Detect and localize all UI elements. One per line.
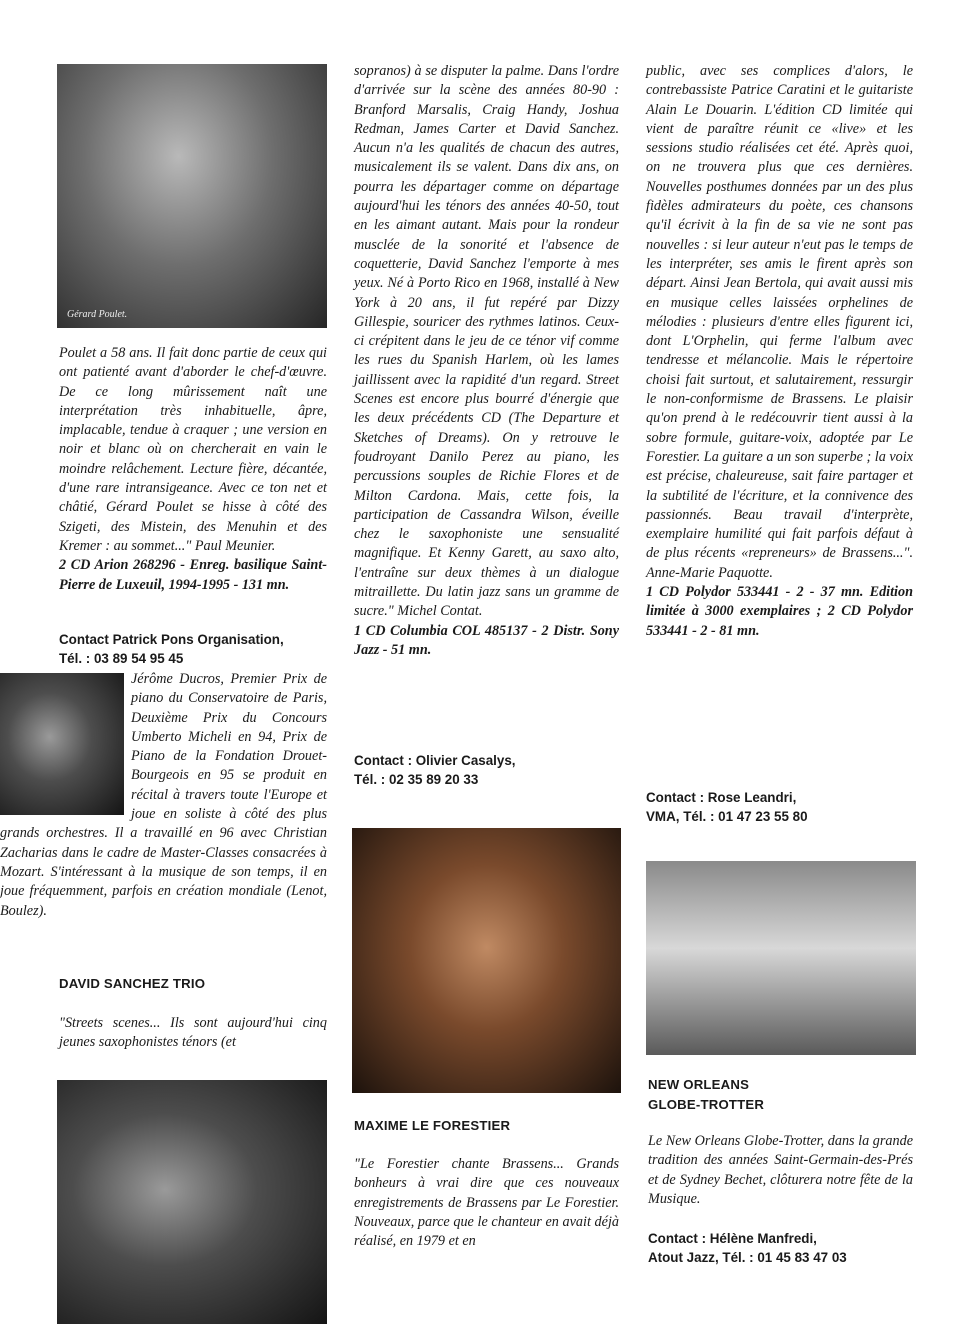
- photo-caption: Gérard Poulet.: [67, 309, 128, 320]
- new-orleans-contact: [648, 1229, 923, 1268]
- poulet-review: [59, 344, 327, 595]
- new-orleans-globe-trotter-photo: [646, 861, 916, 1055]
- sanchez-contact: [354, 751, 624, 790]
- gerard-poulet-photo: [57, 64, 327, 328]
- sanchez-review-text: sopranos) à se disputer la palme. Dans l'ordre d'arrivée sur la scène des années 80-90 : Branford Marsalis, Craig Handy, Joshua Redman, James Carter et David Sanchez. Aucun n'a les qualités de chacun des autres, musicalement ils se valent. Dans dix ans, on pourra les départager comme on départage aujourd'hui les ténors des années 40-50, tout en les aimant autant. Mais pour la rondeur musclée de la sonorité et l'absence de coquetterie, David Sanchez l'emporte à mes yeux. Né à Porto Rico en 1968, installé à New York à 20 ans, il fut repéré par Dizzy Gillespie, souricer des rythmes latinos. Ceux-ci crépitent dans le jeu de ce ténor vif comme les rues du Spanish Harlem, où les lames jaillissent avec la rapidité d'un regard. Street Scenes est encore plus bourré d'énergie que les deux précédents CD (The Departure et Sketches of Dreams). On y retrouve le foudroyant Danilo Perez au piano, les percussions souples de Richie Flores et de Milton Cardona. Mais, cette fois, la participation de Cassandra Wilson, éveille chez le saxophoniste une sensualité magnifique. Et Kenny Garett, au saxo alto, l'entraîne sur deux thèmes à un dialogue mitraillette. Du latin jazz sans un gramme de sucre." Michel Contat.: [354, 63, 619, 620]
- david-sanchez-heading: DAVID SANCHEZ TRIO: [59, 976, 206, 991]
- forestier-contact-phone: VMA, Tél. : 01 47 23 55 80: [646, 809, 808, 825]
- maxime-le-forestier-photo: [352, 828, 621, 1093]
- new-orleans-heading: [648, 1075, 764, 1114]
- forestier-disc-info: 1 CD Polydor 533441 - 2 - 37 mn. Edition limitée à 3000 exemplaires ; 2 CD Polydor 533441 - 2 - 81 mn.: [646, 584, 913, 639]
- sanchez-review: [354, 62, 619, 660]
- new-orleans-contact-phone: Atout Jazz, Tél. : 01 45 83 47 03: [648, 1250, 847, 1266]
- david-sanchez-photo: [57, 1080, 327, 1324]
- sanchez-disc-info: 1 CD Columbia COL 485137 - 2 Distr. Sony Jazz - 51 mn.: [354, 622, 619, 658]
- sanchez-contact-phone: Tél. : 02 35 89 20 33: [354, 772, 479, 788]
- sanchez-intro: "Streets scenes... Ils sont aujourd'hui cinq jeunes saxophonistes ténors (et: [59, 1015, 327, 1051]
- new-orleans-heading-line1: NEW ORLEANS: [648, 1077, 750, 1092]
- new-orleans-text: Le New Orleans Globe-Trotter, dans la grande tradition des années Saint-Germain-des-Prés et de Sydney Bechet, clôturera notre fête de la Musique.: [648, 1133, 913, 1207]
- forestier-contact-name: Contact : Rose Leandri,: [646, 790, 797, 805]
- poulet-review-text: Poulet a 58 ans. Il fait donc partie de ceux qui ont patienté avant d'aborder le chef-d'œuvre. De ce long mûrissement naît une interprétation très inhabituelle, âpre, implacable, tendue à craquer ; une version en noir et blanc où on chercherait en vain le moindre relâchement. Lecture fière, décantée, d'une rare intransigeance. Avec ce ton net et châtié, Gérard Poulet se hisse à côté des Szigeti, des Mistein, des Menuhin et des Kremer : au sommet..." Paul Meunier.: [59, 345, 327, 554]
- ducros-text: Jérôme Ducros, Premier Prix de piano du Conservatoire de Paris, Deuxième Prix du Concours Umberto Micheli en 94, Prix de Piano de la Fondation Drouet-Bourgeois en 95 se produit en récital à travers toute l'Europe et joue en soliste à côté des plus grands orchestres. Il a travaillé en 96 avec Christian Zacharias dans le cadre de Master-Classes consacrées à Mozart. S'intéressant à la musique de son temps, il en joue fréquemment, parfois en création mondiale (Lenot, Boulez).: [0, 671, 327, 919]
- poulet-disc-info: 2 CD Arion 268296 - Enreg. basilique Saint-Pierre de Luxeuil, 1994-1995 - 131 mn.: [59, 557, 327, 593]
- forestier-review-text: public, avec ses complices d'alors, le contrebassiste Patrice Caratini et le guitariste Alain Le Douarin. L'édition CD limitée qui vient de paraître réunit ce «live» et les sessions studio réalisées cet été. Après quoi, on ne trouvera plus que ces dernières. Nouvelles posthumes données par un des plus fidèles admirateurs du poète, ces chansons qu'il écrivit à la fin de sa vie ne sont pas nouvelles : si leur auteur n'eut pas le temps de les interpréter, ses amis le firent après son départ. Ainsi Jean Bertola, qui avait aussi mis en musique celles laissées orphelines de mélodies : plusieurs d'entre elles figurent ici, dont L'Orphelin, qui ferme l'album avec tendresse et mélancolie. Mais le répertoire choisi fait surtout, et salutairement, ressurgir le non-conformisme de Brassens. Le plaisir qu'on prend à le redécouvrir tient aussi à la sobre formule, guitare-voix, adoptée par Le Forestier. La guitare a un son superbe ; la voix est précise, chaleureuse, sait faire partager et la subtilité de l'écriture, et la connivence des passionnés. Beau travail d'interprète, exemplaire humilité qui fait parfois défaut à de plus récents «repreneurs» de Brassens...". Anne-Marie Paquotte.: [646, 63, 913, 581]
- sanchez-contact-name: Contact : Olivier Casalys,: [354, 753, 516, 768]
- poulet-contact-phone: Tél. : 03 89 54 95 45: [59, 651, 184, 667]
- new-orleans-contact-name: Contact : Hélène Manfredi,: [648, 1231, 817, 1246]
- forestier-intro: "Le Forestier chante Brassens... Grands bonheurs à vrai dire que ces nouveaux enregistrements de Brassens par Le Forestier. Nouveaux, parce que le chanteur en avait déjà réalisé, en 1979 et en: [354, 1156, 619, 1250]
- forestier-contact: [646, 788, 916, 827]
- new-orleans-heading-line2: GLOBE-TROTTER: [648, 1096, 765, 1112]
- maxime-le-forestier-heading: MAXIME LE FORESTIER: [354, 1118, 511, 1133]
- forestier-review: [646, 62, 913, 641]
- poulet-contact-name: Contact Patrick Pons Organisation,: [59, 632, 284, 647]
- poulet-contact: [59, 630, 334, 669]
